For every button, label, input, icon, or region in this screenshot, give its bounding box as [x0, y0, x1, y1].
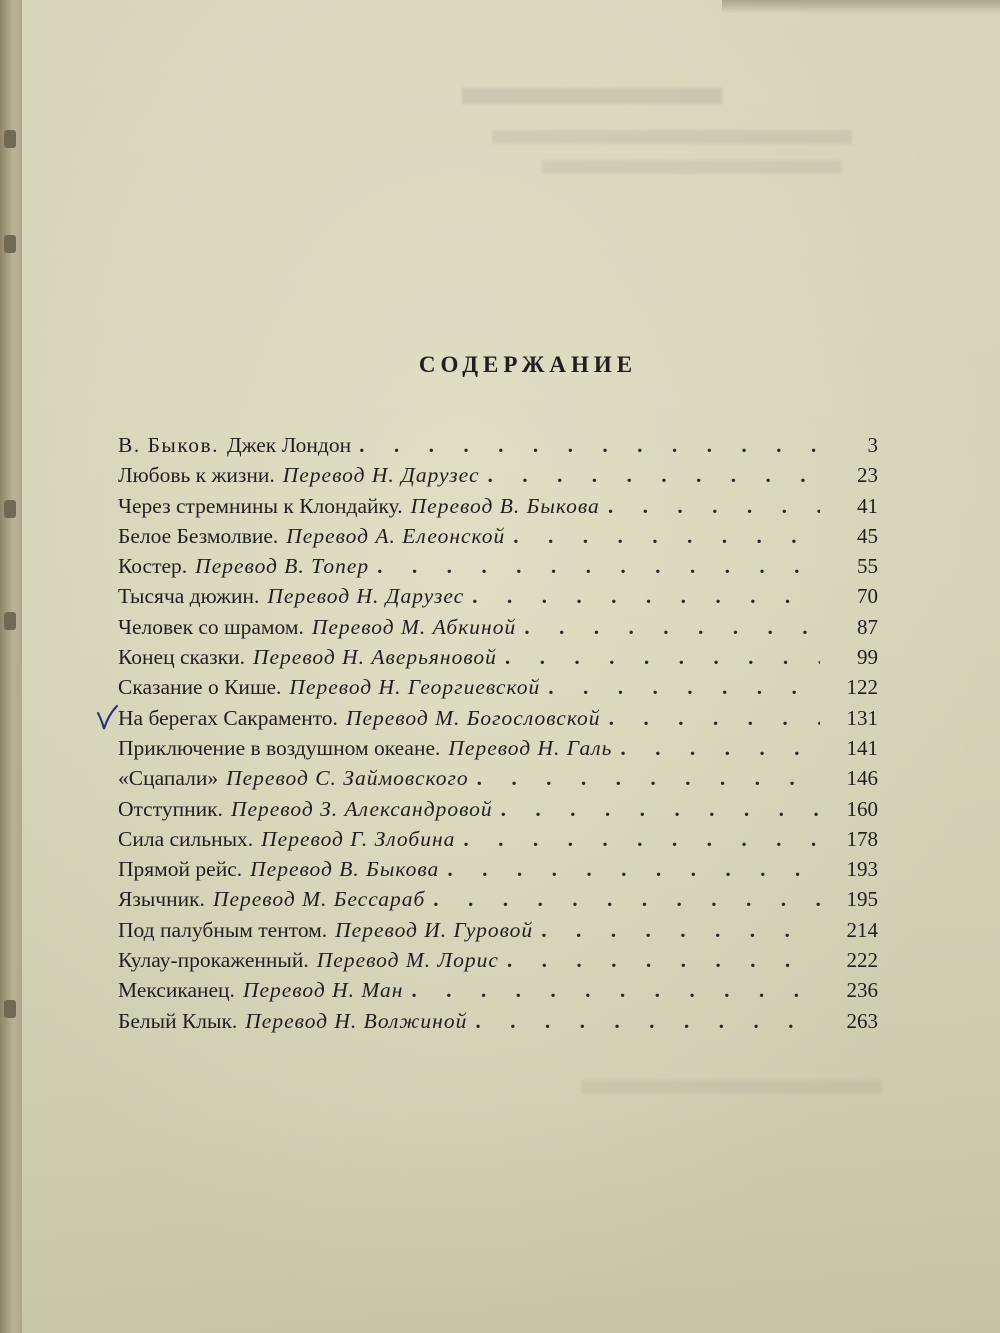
toc-entry-label — [118, 1006, 467, 1036]
toc-entry-label — [118, 612, 516, 642]
toc-entry — [118, 884, 878, 914]
toc-entry-label — [118, 824, 455, 854]
toc-entry-translator: Перевод З. Александровой — [230, 796, 493, 821]
toc-leader-dots — [609, 703, 820, 733]
toc-entry — [118, 854, 878, 884]
toc-entry-title: Через стремнины к Клондайку. — [118, 493, 403, 518]
toc-leader-dots — [433, 884, 820, 914]
toc-leader-dots — [548, 672, 820, 702]
toc-entry-title: Белое Безмолвие. — [118, 523, 279, 548]
toc-entry — [118, 551, 878, 581]
toc-list — [118, 430, 878, 1036]
toc-entry — [118, 945, 878, 975]
toc-page-number: 160 — [846, 796, 878, 821]
toc-page-number: 41 — [857, 493, 878, 518]
toc-entry-title: Приключение в воздушном океане. — [118, 735, 441, 760]
toc-title: СОДЕРЖАНИЕ — [418, 352, 638, 377]
toc-entry-translator: Перевод Н. Волжиной — [245, 1008, 468, 1033]
toc-page-number: 178 — [846, 826, 878, 851]
toc-entry-label — [118, 551, 369, 581]
table-of-contents — [118, 352, 878, 1036]
toc-entry-translator: Перевод В. Быкова — [410, 493, 600, 518]
toc-entry-title: Кулау-прокаженный. — [118, 948, 309, 973]
toc-entry-title: Конец сказки. — [118, 645, 245, 670]
toc-entry-label — [118, 884, 425, 914]
toc-entry-title: «Сцапали» — [118, 766, 219, 791]
toc-entry-title: Костер. — [118, 554, 188, 579]
toc-entry-translator: Перевод Н. Дарузес — [267, 584, 465, 609]
toc-page-number: 146 — [846, 766, 878, 791]
toc-entry-title: Прямой рейс. — [118, 857, 243, 882]
toc-entry-title: Сила сильных. — [118, 826, 254, 851]
page-edge-shadow — [722, 0, 1000, 14]
toc-entry-translator: Перевод И. Гуровой — [335, 917, 534, 942]
show-through-smudge — [542, 160, 842, 174]
toc-entry-label — [118, 642, 497, 672]
toc-entry-title: Любовь к жизни. — [118, 463, 275, 488]
toc-entry-label — [118, 521, 505, 551]
toc-leader-dots — [463, 824, 820, 854]
toc-leader-dots — [477, 763, 820, 793]
toc-entry — [118, 703, 878, 733]
toc-page-number: 23 — [857, 463, 878, 488]
toc-entry-translator: Перевод В. Топер — [195, 554, 370, 579]
book-spine — [0, 0, 24, 1333]
toc-entry-label — [118, 672, 540, 702]
toc-entry-translator: Перевод М. Абкиной — [311, 614, 517, 639]
toc-entry-translator: Перевод Н. Ман — [242, 978, 404, 1003]
toc-page-number: 193 — [846, 857, 878, 882]
spine-stitch — [4, 130, 16, 148]
toc-entry — [118, 642, 878, 672]
toc-entry — [118, 733, 878, 763]
toc-entry-title: Отступник. — [118, 796, 223, 821]
show-through-smudge — [492, 130, 852, 144]
toc-leader-dots — [507, 945, 820, 975]
toc-leader-dots — [488, 460, 821, 490]
toc-entry-translator: Перевод А. Елеонской — [286, 523, 506, 548]
toc-page-number: 222 — [846, 948, 878, 973]
spine-stitch — [4, 235, 16, 253]
toc-entry — [118, 612, 878, 642]
toc-leader-dots — [513, 521, 820, 551]
toc-page-number: 131 — [846, 705, 878, 730]
toc-entry — [118, 581, 878, 611]
toc-page-number: 214 — [846, 917, 878, 942]
toc-entry — [118, 491, 878, 521]
toc-entry — [118, 975, 878, 1005]
toc-entry-translator: Перевод М. Лорис — [316, 948, 499, 973]
toc-entry-translator: Перевод С. Займовского — [226, 766, 469, 791]
toc-entry-author: В. Быков. — [118, 433, 220, 457]
toc-entry-label — [118, 854, 439, 884]
toc-leader-dots — [524, 612, 820, 642]
toc-leader-dots — [541, 915, 820, 945]
toc-leader-dots — [411, 975, 820, 1005]
toc-page-number: 55 — [857, 554, 878, 579]
spine-stitch — [4, 1000, 16, 1018]
toc-entry-label — [118, 430, 351, 460]
toc-entry — [118, 460, 878, 490]
toc-entry-translator: Перевод Н. Галь — [448, 735, 613, 760]
checkmark-icon — [96, 705, 118, 731]
toc-leader-dots — [505, 642, 820, 672]
toc-entry-label — [118, 703, 601, 733]
toc-leader-dots — [359, 430, 820, 460]
toc-entry-label — [118, 460, 480, 490]
toc-entry-translator: Перевод М. Бессараб — [212, 887, 426, 912]
toc-page-number: 141 — [846, 735, 878, 760]
toc-entry-label — [118, 975, 403, 1005]
toc-leader-dots — [501, 794, 820, 824]
toc-entry-title: Под палубным тентом. — [118, 917, 328, 942]
toc-entry-title: Джек Лондон — [227, 433, 352, 457]
toc-entry — [118, 521, 878, 551]
spine-stitch — [4, 612, 16, 630]
toc-entry-translator: Перевод В. Быкова — [250, 857, 440, 882]
toc-page-number: 263 — [846, 1008, 878, 1033]
toc-leader-dots — [472, 581, 820, 611]
toc-entry — [118, 763, 878, 793]
toc-page-number: 70 — [857, 584, 878, 609]
toc-entry-label — [118, 581, 464, 611]
spine-stitch — [4, 500, 16, 518]
toc-page-number: 236 — [846, 978, 878, 1003]
toc-leader-dots — [447, 854, 820, 884]
toc-entry-translator: Перевод Н. Георгиевской — [289, 675, 541, 700]
toc-leader-dots — [475, 1006, 820, 1036]
toc-entry-label — [118, 491, 600, 521]
book-page — [22, 0, 1000, 1333]
show-through-smudge — [582, 1080, 882, 1094]
toc-entry-title: Мексиканец. — [118, 978, 235, 1003]
toc-page-number: 87 — [857, 614, 878, 639]
toc-page-number: 99 — [857, 645, 878, 670]
toc-entry — [118, 1006, 878, 1036]
toc-page-number: 3 — [867, 433, 878, 457]
toc-leader-dots — [608, 491, 820, 521]
toc-entry-label — [118, 733, 612, 763]
toc-leader-dots — [377, 551, 820, 581]
toc-entry-label — [118, 945, 499, 975]
toc-page-number: 195 — [846, 887, 878, 912]
toc-entry-translator: Перевод Н. Аверьяновой — [252, 645, 497, 670]
toc-entry-label — [118, 915, 533, 945]
toc-entry-translator: Перевод Н. Дарузес — [282, 463, 480, 488]
toc-entry-translator: Перевод Г. Злобина — [261, 826, 456, 851]
toc-entry-translator: Перевод М. Богословской — [345, 705, 601, 730]
toc-entry — [118, 430, 878, 460]
toc-entry-label — [118, 794, 493, 824]
toc-entry-title: Язычник. — [118, 887, 205, 912]
toc-page-number: 45 — [857, 523, 878, 548]
toc-entry — [118, 915, 878, 945]
toc-leader-dots — [620, 733, 820, 763]
toc-entry-title: На берегах Сакраменто. — [118, 705, 338, 730]
toc-entry-title: Белый Клык. — [118, 1008, 238, 1033]
toc-entry-title: Сказание о Кише. — [118, 675, 282, 700]
toc-entry — [118, 794, 878, 824]
toc-page-number: 122 — [846, 675, 878, 700]
toc-entry — [118, 672, 878, 702]
toc-entry — [118, 824, 878, 854]
toc-entry-title: Тысяча дюжин. — [118, 584, 260, 609]
toc-entry-label — [118, 763, 469, 793]
toc-entry-title: Человек со шрамом. — [118, 614, 304, 639]
show-through-smudge — [462, 88, 722, 104]
